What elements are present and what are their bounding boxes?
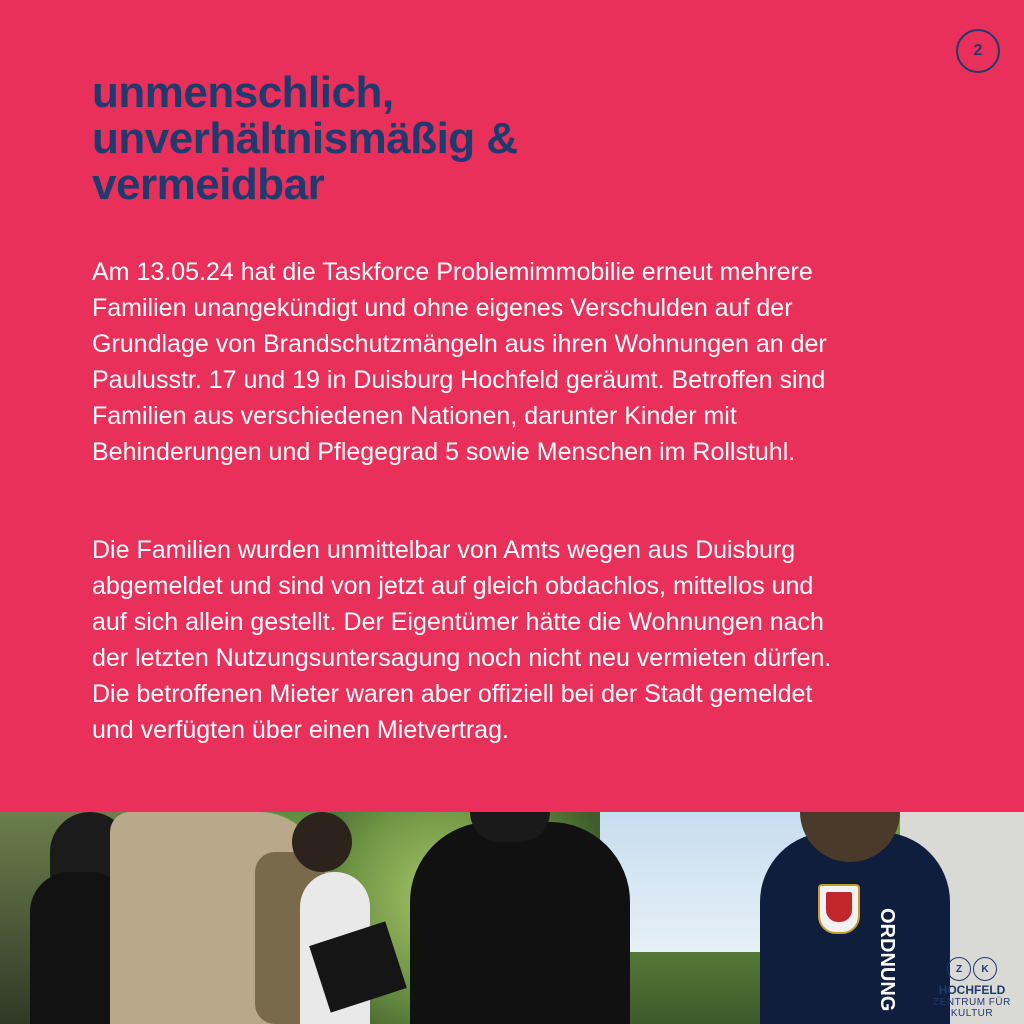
- paragraph-line: Die betroffenen Mieter waren aber offiziell bei der Stadt gemeldet: [92, 680, 813, 708]
- eviction-photo: [0, 812, 1024, 1024]
- paragraph-line: der letzten Nutzungsuntersagung noch nicht neu vermieten dürfen.: [92, 644, 832, 672]
- headline: [92, 70, 692, 208]
- headline-line: unverhältnismäßig &: [92, 114, 518, 163]
- logo-name: HOCHFELD: [938, 983, 1006, 997]
- paragraph-line: Familien aus verschiedenen Nationen, darunter Kinder mit: [92, 402, 737, 430]
- paragraph-1: [92, 254, 972, 470]
- city-crest-icon: [818, 884, 860, 934]
- paragraph-line: auf sich allein gestellt. Der Eigentümer hätte die Wohnungen nach: [92, 608, 824, 636]
- uniform-text: ORDNUNG: [876, 908, 898, 1012]
- logo-subtitle: ZENTRUM FÜR KULTUR: [933, 997, 1011, 1019]
- headline-line: vermeidbar: [92, 160, 325, 209]
- headline-line: unmenschlich,: [92, 68, 394, 117]
- page-number-badge: 2: [956, 29, 1000, 73]
- paragraph-line: Die Familien wurden unmittelbar von Amts wegen aus Duisburg: [92, 536, 796, 564]
- paragraph-line: Familien unangekündigt und ohne eigenes Verschulden auf der: [92, 294, 793, 322]
- paragraph-line: abgemeldet und sind von jetzt auf gleich obdachlos, mittellos und: [92, 572, 814, 600]
- paragraph-line: Am 13.05.24 hat die Taskforce Problemimmobilie erneut mehrere: [92, 258, 813, 286]
- person-black-polo: [410, 822, 630, 1024]
- paragraph-line: und verfügten über einen Mietvertrag.: [92, 716, 509, 744]
- logo-letter: K: [973, 957, 997, 981]
- paragraph-line: Paulusstr. 17 und 19 in Duisburg Hochfeld geräumt. Betroffen sind: [92, 366, 826, 394]
- paragraph-line: Grundlage von Brandschutzmängeln aus ihren Wohnungen an der: [92, 330, 827, 358]
- person-head: [292, 812, 352, 872]
- logo-mark-icon: [920, 957, 1024, 981]
- paragraph-line: Behinderungen und Pflegegrad 5 sowie Menschen im Rollstuhl.: [92, 438, 796, 466]
- zk-hochfeld-logo: [920, 955, 1024, 1024]
- logo-letter: Z: [947, 957, 971, 981]
- paragraph-2: [92, 532, 972, 748]
